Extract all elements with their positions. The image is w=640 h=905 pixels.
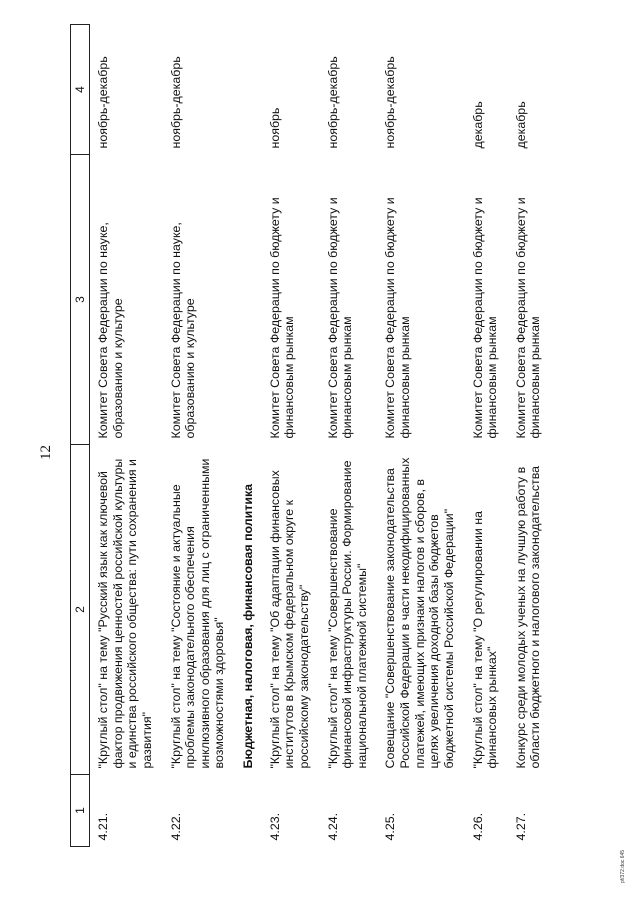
document-code: pf/372.doc 645 [620,849,626,883]
event-title: Конкурс среди молодых ученых на лучшую работу в области бюджетного и налогового законодательства [513,465,543,769]
table-row [320,25,378,847]
period: ноябрь-декабрь [96,56,110,149]
period: ноябрь-декабрь [168,56,183,149]
row-number: 4.22. [168,812,183,841]
row-number: 4.23. [267,812,282,841]
table-row [90,25,163,847]
period: ноябрь-декабрь [383,56,398,149]
responsible-committee: Комитет Совета Федерации по бюджету и финансовым рынкам [325,197,355,439]
event-title: "Круглый стол" на тему "Русский язык как ключевой фактор продвижения ценностей российской культуры и единства российского общества: пути сохранения и развития" [96,458,154,769]
event-title: "Круглый стол" на тему "Состояние и актуальные проблемы законодательного обеспечения инклюзивного образования для лиц с ограниченными возможностями здоровья" [168,458,227,769]
responsible-committee: Комитет Совета Федерации по науке, образованию и культуре [96,222,125,439]
row-number: 4.27. [513,812,528,841]
events-table [70,24,551,847]
page-number: 12 [38,445,54,460]
period: ноябрь-декабрь [325,56,340,149]
table-row [377,25,464,847]
responsible-committee: Комитет Совета Федерации по бюджету и финансовым рынкам [470,197,500,439]
event-title: "Круглый стол" на тему "Совершенствование финансовой инфраструктуры России. Формирование национальной платежной системы" [325,460,369,769]
event-title: "Круглый стол" на тему "Об адаптации финансовых институтов в Крымском федеральном округе к российскому законодательству" [267,470,311,769]
section-row [235,25,262,847]
responsible-committee: Комитет Совета Федерации по бюджету и финансовым рынкам [383,197,412,439]
column-header: 1 [71,775,90,847]
event-title: Совещание "Совершенствование законодательства Российской Федерации в части некодифицированных платежей, имеющих признаки налогов и сборов, в целях увеличения доходной базы бюджетов бюджетной системы Российской Федерации" [383,457,456,769]
column-header: 4 [71,25,90,155]
row-number: 4.25. [383,812,398,841]
table-header-row [71,25,90,847]
period: декабрь [513,101,528,149]
responsible-committee: Комитет Совета Федерации по бюджету и финансовым рынкам [513,197,543,439]
responsible-committee: Комитет Совета Федерации по науке, образованию и культуре [168,222,198,439]
column-header: 2 [71,445,90,775]
period: ноябрь [267,107,282,149]
table-row [262,25,320,847]
responsible-committee: Комитет Совета Федерации по бюджету и финансовым рынкам [267,197,297,439]
column-header: 3 [71,155,90,445]
row-number: 4.24. [325,812,340,841]
period: декабрь [470,101,485,149]
row-number: 4.26. [470,812,485,841]
section-title: Бюджетная, налоговая, финансовая политика [241,483,255,769]
row-number: 4.21. [96,812,110,841]
event-title: "Круглый стол" на тему "О регулировании на финансовых рынках" [470,511,500,769]
table-row [508,25,551,847]
table-row [163,25,236,847]
table-row [465,25,508,847]
